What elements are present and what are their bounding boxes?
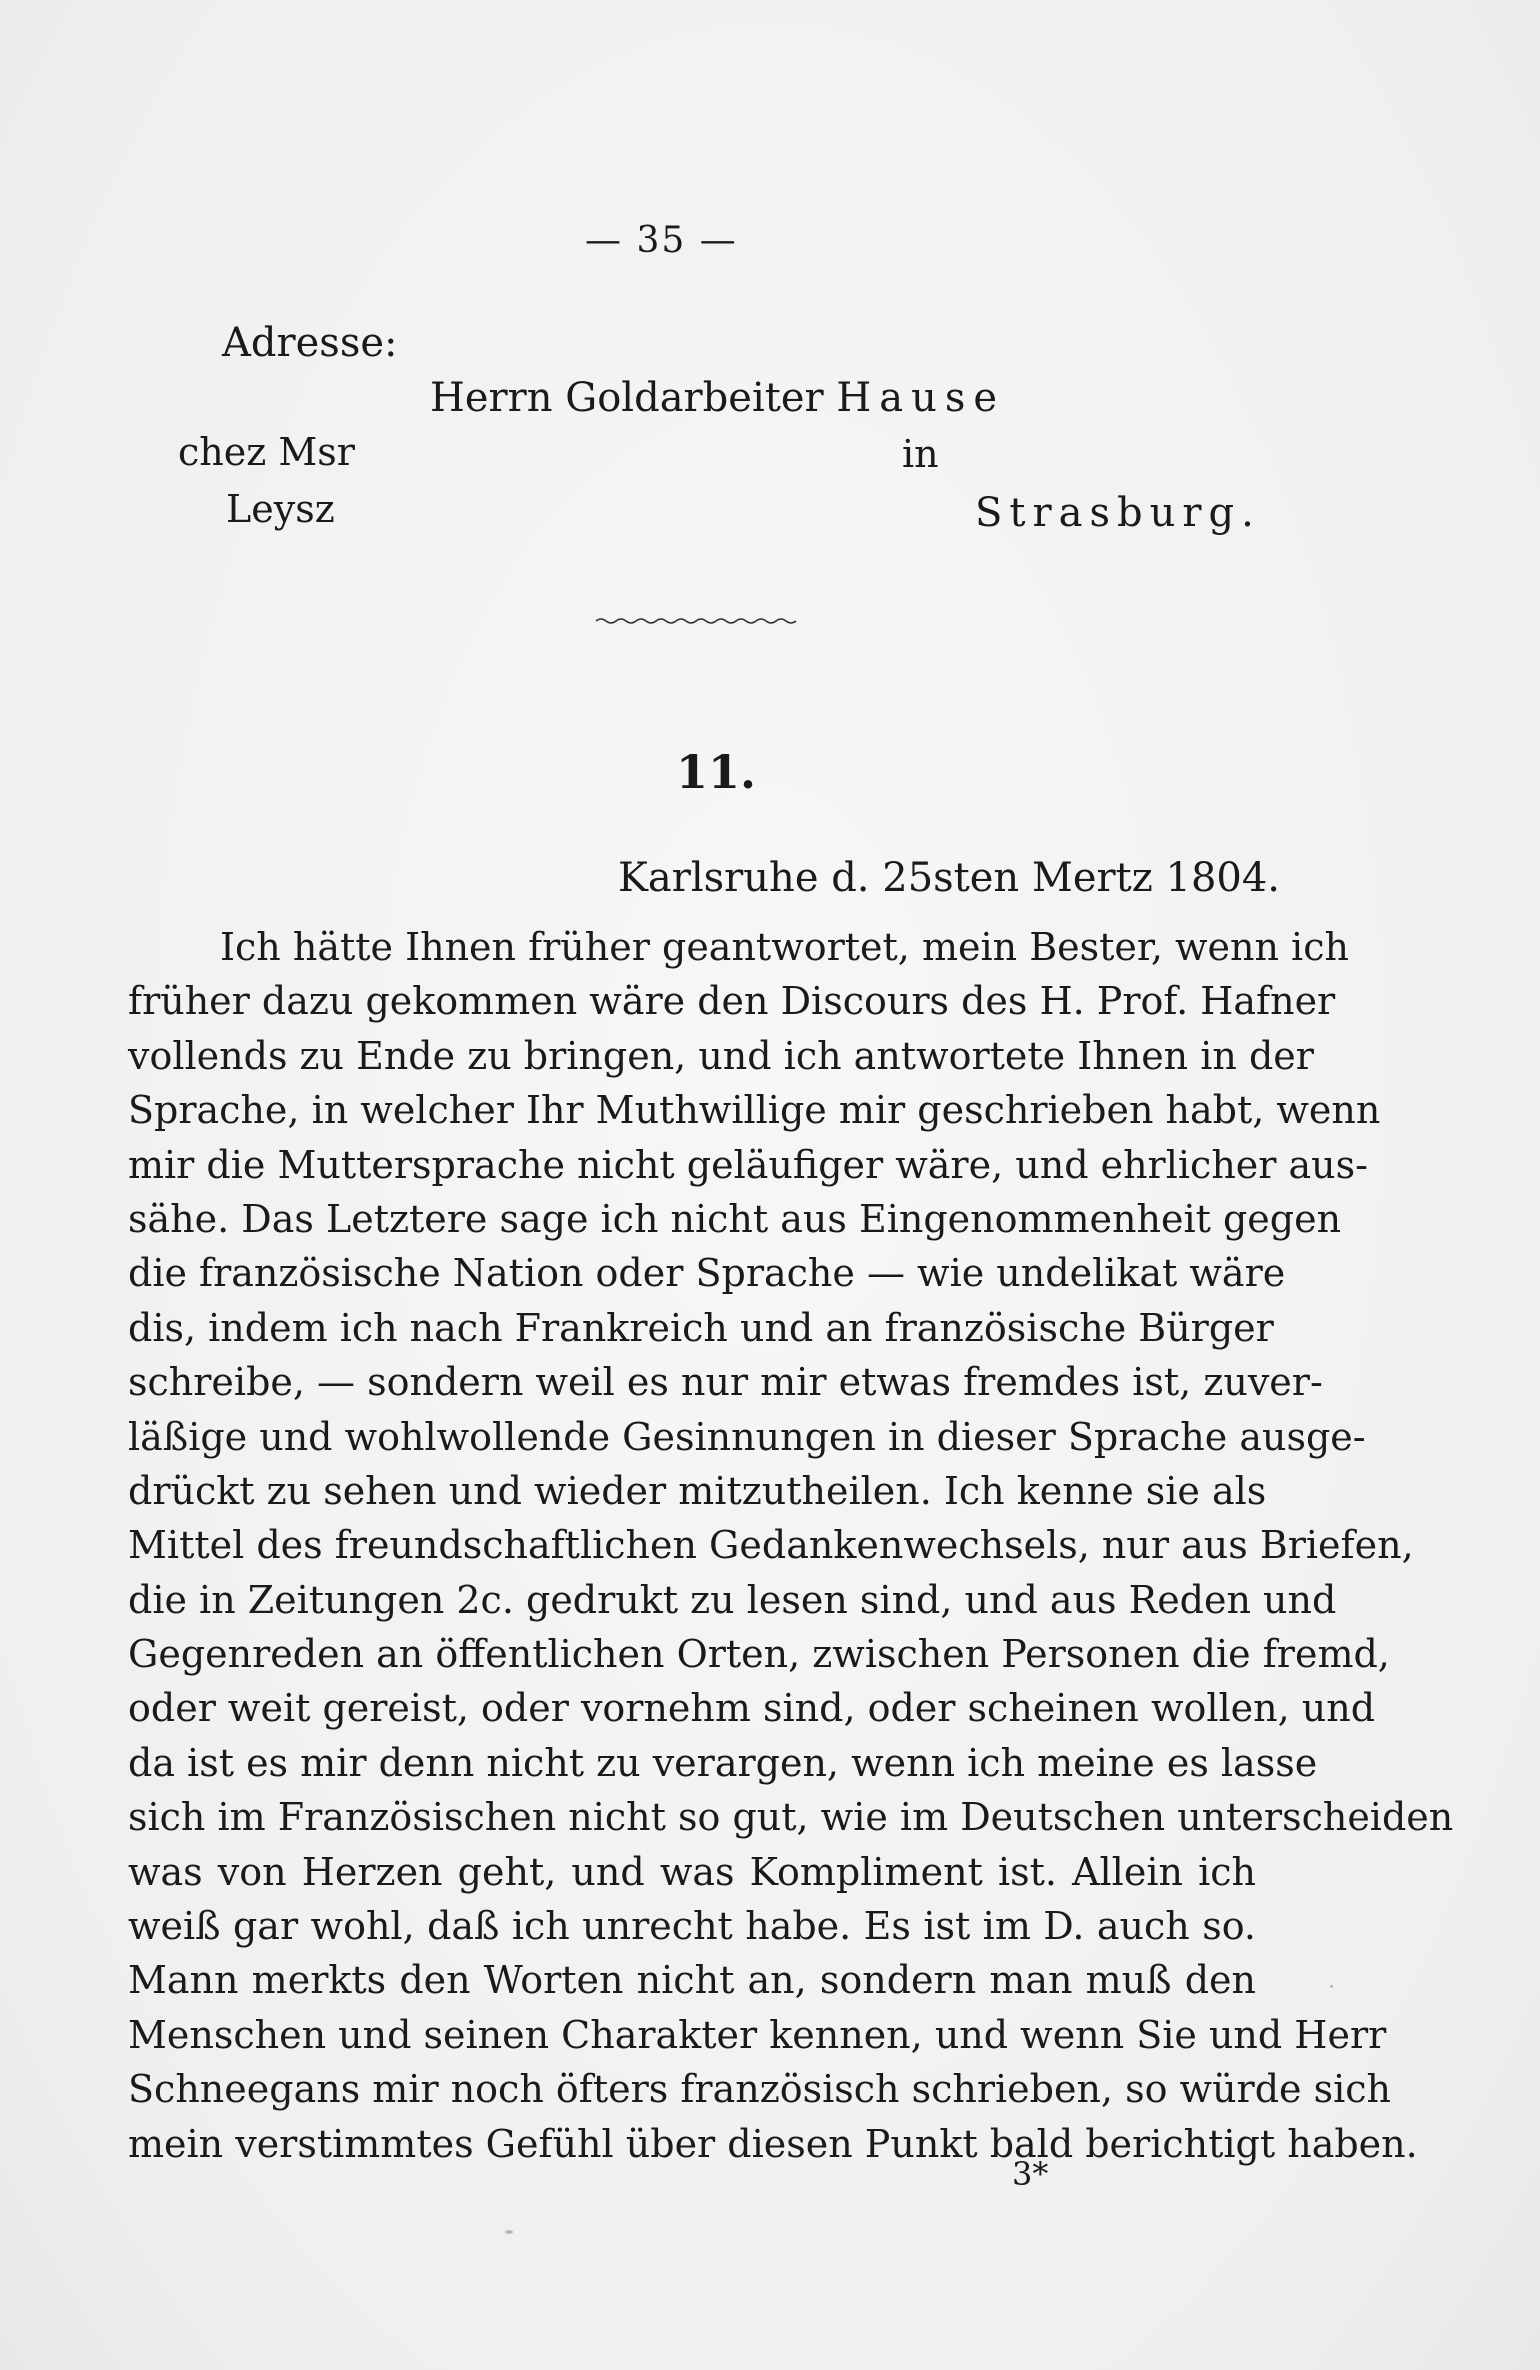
body-line: Ich hätte Ihnen früher geantwortet, mein Bester, wenn ich (220, 925, 1349, 969)
letter-dateline: Karlsruhe d. 25sten Mertz 1804. (618, 855, 1281, 901)
body-line: mein verstimmtes Gefühl über diesen Punkt bald berichtigt haben. (128, 2121, 1418, 2166)
body-line: sich im Französischen nicht so gut, wie im Deutschen unterscheiden (128, 1795, 1454, 1840)
body-line: Sprache, in welcher Ihr Muthwillige mir geschrieben habt, wenn (128, 1088, 1381, 1133)
body-line: früher dazu gekommen wäre den Discours des H. Prof. Hafner (128, 979, 1336, 1024)
body-line: die in Zeitungen 2c. gedrukt zu lesen sind, und aus Reden und (128, 1577, 1337, 1622)
letter-body (128, 920, 1454, 2171)
body-line: sähe. Das Letztere sage ich nicht aus Eingenommenheit gegen (128, 1196, 1342, 1241)
body-line: Schneegans mir noch öfters französisch schrieben, so würde sich (128, 2067, 1392, 2112)
paper-speck (505, 2230, 513, 2234)
body-line: Mittel des freundschaftlichen Gedankenwechsels, nur aus Briefen, (128, 1523, 1414, 1568)
body-line: drückt zu sehen und wieder mitzutheilen. Ich kenne sie als (128, 1468, 1267, 1513)
body-line: Mann merkts den Worten nicht an, sondern man muß den (128, 1958, 1256, 2003)
section-number: 11. (676, 745, 757, 799)
ornamental-divider (596, 615, 796, 627)
address-in: in (902, 432, 939, 476)
page-number: — 35 — (585, 220, 738, 261)
body-line: oder weit gereist, oder vornehm sind, oder scheinen wollen, und (128, 1686, 1376, 1731)
body-line: Menschen und seinen Charakter kennen, und wenn Sie und Herr (128, 2012, 1387, 2057)
body-line: vollends zu Ende zu bringen, und ich antwortete Ihnen in der (128, 1033, 1314, 1078)
body-line: läßige und wohlwollende Gesinnungen in dieser Sprache ausge- (128, 1414, 1366, 1459)
address-city: Strasburg. (975, 490, 1261, 536)
address-chez: chez Msr (178, 430, 355, 474)
address-recipient-surname: Hause (836, 375, 1006, 421)
address-recipient-title: Herrn Goldarbeiter (430, 375, 824, 421)
address-label: Adresse: (222, 320, 398, 366)
body-line: da ist es mir denn nicht zu verargen, wenn ich meine es lasse (128, 1740, 1318, 1785)
printer-signature-mark: 3* (1012, 2155, 1049, 2193)
body-line: Gegenreden an öffentlichen Orten, zwischen Personen die fremd, (128, 1632, 1390, 1677)
address-leysz: Leysz (226, 487, 335, 531)
body-line: dis, indem ich nach Frankreich und an französische Bürger (128, 1305, 1274, 1350)
body-line: mir die Muttersprache nicht geläufiger wäre, und ehrlicher aus- (128, 1142, 1368, 1187)
address-recipient (430, 375, 1005, 421)
body-line: weiß gar wohl, daß ich unrecht habe. Es ist im D. auch so. (128, 1904, 1256, 1949)
body-line: schreibe, — sondern weil es nur mir etwas fremdes ist, zuver- (128, 1360, 1323, 1405)
body-line: die französische Nation oder Sprache — wie undelikat wäre (128, 1251, 1286, 1296)
body-line: was von Herzen geht, und was Kompliment ist. Allein ich (128, 1849, 1256, 1894)
paper-speck (1330, 1985, 1333, 1988)
